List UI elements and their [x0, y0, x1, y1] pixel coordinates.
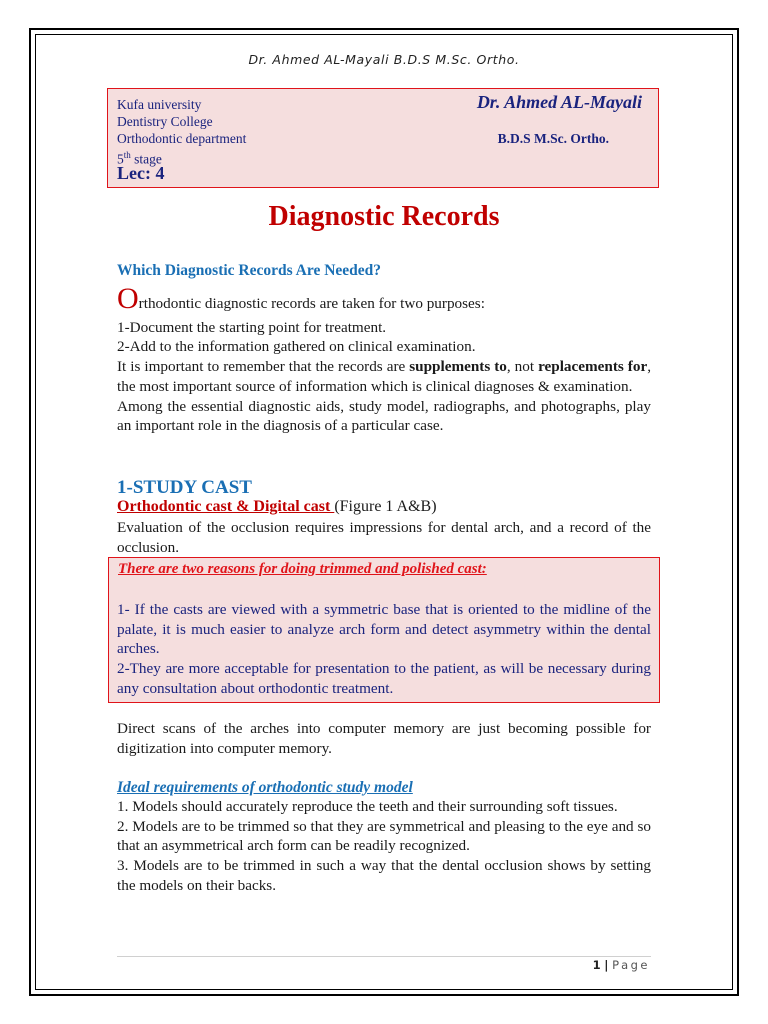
department-name: Orthodontic department: [117, 131, 247, 146]
essential-aids-paragraph: Among the essential diagnostic aids, study model, radiographs, and photographs, play an important role in the diagnosis of a particular case.: [117, 397, 651, 435]
page-footer: [593, 958, 650, 972]
question-heading: Which Diagnostic Records Are Needed?: [117, 262, 382, 279]
ideal-item-1: 1. Models should accurately reproduce the teeth and their surrounding soft tissues.: [117, 798, 618, 815]
important-note: [117, 357, 651, 396]
important-text-c: , not: [506, 358, 539, 376]
important-text-e: , the most important source of information which is clinical diagnoses & examination.: [117, 358, 651, 395]
intro-first-text: rthodontic diagnostic records are taken for two purposes:: [138, 295, 485, 312]
course-info-left: [117, 96, 246, 168]
reason-item-2: 2-They are more acceptable for presentation to the patient, as will be necessary during any consultation about orthodontic treatment.: [117, 660, 651, 697]
important-bold-replacements: replacements for: [538, 358, 648, 376]
author-degree: B.D.S M.Sc. Ortho.: [497, 131, 609, 146]
page-label: Page: [612, 958, 650, 972]
ideal-requirements-list: [117, 797, 651, 896]
course-info-box: [107, 88, 659, 188]
running-header: Dr. Ahmed AL-Mayali B.D.S M.Sc. Ortho.: [248, 52, 520, 67]
reasons-body: [117, 600, 651, 699]
footer-divider: [117, 956, 651, 957]
direct-scans-paragraph: Direct scans of the arches into computer memory are just becoming possible for digitization into computer memory.: [117, 720, 651, 757]
ideal-item-2: 2. Models are to be trimmed so that they are symmetrical and pleasing to the eye and so that an asymmetrical arch form can be readily recognized.: [117, 817, 651, 855]
evaluation-paragraph: Evaluation of the occlusion requires impressions for dental arch, and a record of the occlusion.: [117, 519, 651, 556]
page-number: 1: [592, 958, 601, 972]
drop-cap: O: [117, 282, 139, 315]
university-name: Kufa university: [117, 97, 202, 112]
important-bold-supplements: supplements to: [409, 358, 507, 376]
intro-first-line: [117, 282, 651, 315]
reasons-title: There are two reasons for doing trimmed and polished cast:: [118, 561, 487, 577]
study-cast-subheading: [117, 498, 437, 516]
stage-suffix: th: [123, 150, 131, 160]
lecture-number: Lec: 4: [117, 163, 165, 183]
purpose-item-2: 2-Add to the information gathered on clinical examination.: [117, 338, 476, 356]
page-title: Diagnostic Records: [268, 201, 500, 232]
cast-type-label: Orthodontic cast & Digital cast: [117, 498, 335, 515]
page-separator: |: [604, 958, 609, 972]
study-cast-heading: 1-STUDY CAST: [117, 477, 252, 498]
ideal-item-3: 3. Models are to be trimmed in such a way that the dental occlusion shows by setting the models on their backs.: [117, 857, 651, 894]
stage-number: 5: [117, 151, 124, 167]
figure-reference: (Figure 1 A&B): [334, 498, 437, 515]
author-name: Dr. Ahmed AL-Mayali: [476, 92, 642, 112]
reasons-box: [108, 557, 660, 703]
stage-text: stage: [130, 151, 162, 167]
reason-item-1: 1- If the casts are viewed with a symmetric base that is oriented to the midline of the palate, it is much easier to analyze arch form and detect asymmetry within the dental arches.: [117, 601, 651, 658]
college-name: Dentistry College: [117, 114, 213, 129]
important-text-a: It is important to remember that the records are: [117, 358, 410, 376]
intro-section: [117, 282, 651, 436]
ideal-requirements-heading: Ideal requirements of orthodontic study model: [117, 779, 413, 796]
purpose-item-1: 1-Document the starting point for treatment.: [117, 318, 387, 336]
